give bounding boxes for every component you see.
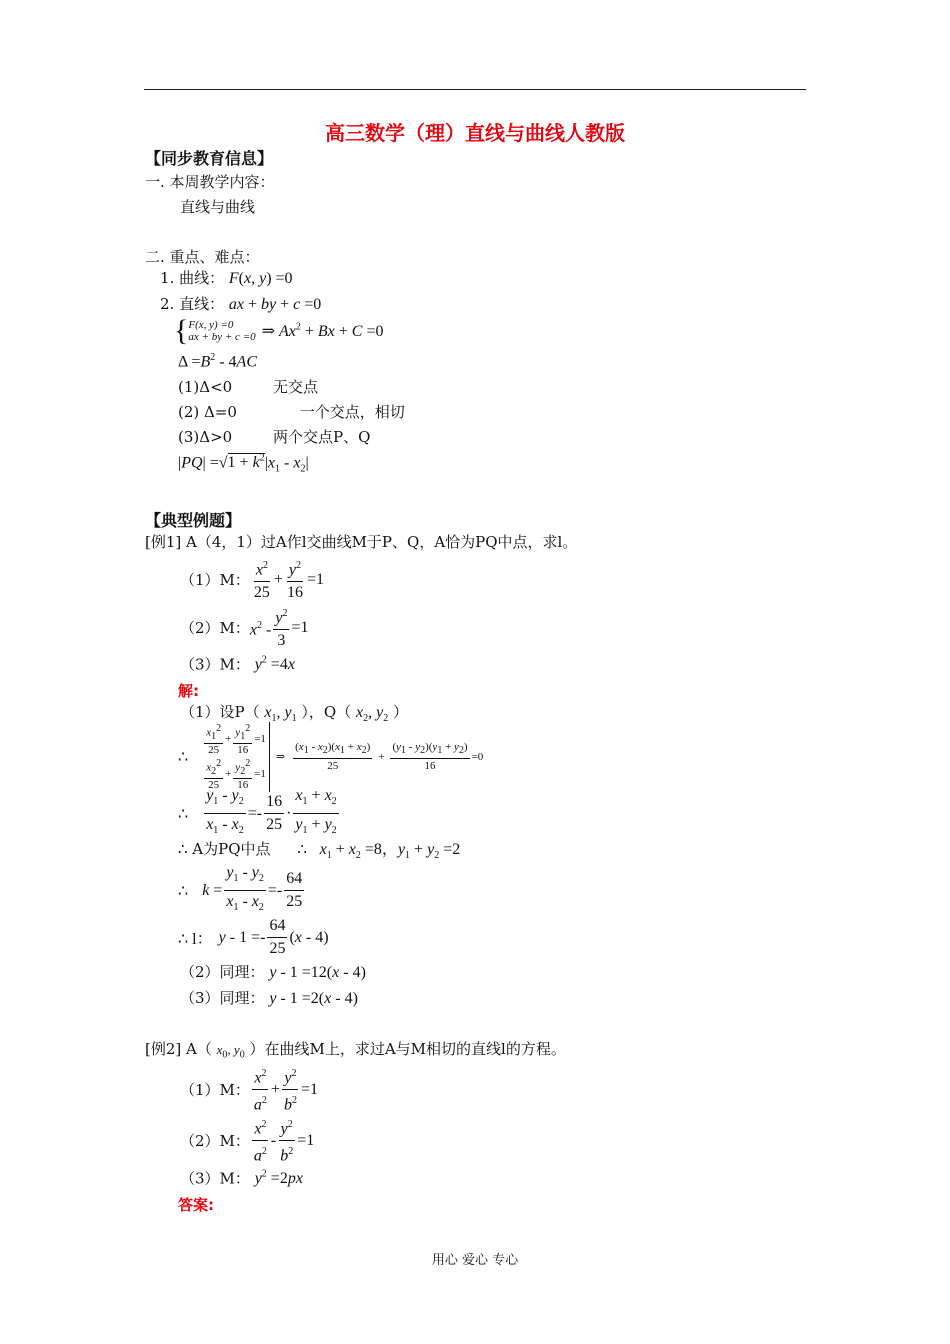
section-heading-sync-info: 【同步教育信息】 bbox=[145, 149, 274, 168]
curve-item bbox=[160, 269, 293, 288]
example2-intro: [例2] A（ $x_0$, $y_0$ ）在曲线M上，求过A与M相切的直线l的方程。 bbox=[145, 1040, 566, 1061]
solution-case2: （2）同理： y - 1 =12(x - 4) bbox=[180, 963, 366, 981]
line-equation: ax + by + c =0 bbox=[228, 296, 322, 313]
solution-step4: ∴ A为PQ中点 ∴ $x_1 + x_2 =8$，$y_1 + y_2 =2$ bbox=[178, 840, 461, 862]
item2-heading: 二. 重点、难点： bbox=[145, 248, 260, 266]
delta-positive: (3)Δ>0 两个交点P、Q bbox=[178, 428, 371, 446]
solution-step3: ∴ $\frac{y_1 - y_2}{x_1 - x_2}$ =- $\frac{16}{25}$ · $\frac{x_1 + x_2}{y_1 + y_2}$ bbox=[178, 787, 337, 837]
solution-step6: ∴ l： y - 1 =- $\frac{64}{25}$ ( x - 4) bbox=[178, 917, 329, 957]
solution-step1: （1）设P（ $x_1$, $y_1$ ），Q（ $x_2$, $y_2$ ） bbox=[180, 703, 409, 725]
solution-step2: ∴ $\frac{x_1^2}{25}$ + $\frac{y_1^2}{16}$ =1 $\frac{x_2^2}{25}$ + $\frac{y_2^2}{16}$ =1 ⇒ $\frac{(x_1 - x_2)(x_1 + x_2)}{25}$ + $\frac{(y_1 - y_2)(y_1 + y_2)}{16}$ =0 bbox=[178, 723, 484, 791]
line-item bbox=[160, 295, 321, 314]
item1-heading: 一. 本周教学内容： bbox=[145, 173, 275, 191]
example1-intro: [例1] A（4，1）过A作l交曲线M于P、Q，A恰为PQ中点，求l。 bbox=[145, 533, 578, 551]
line-label: 2. 直线： bbox=[160, 295, 225, 313]
discriminant: $\Delta =B^2 - 4AC$ bbox=[178, 352, 257, 371]
example2-case2: （2）M： $\frac{x^2}{a^2}$ - $\frac{y^2}{b^2}$ =1 bbox=[180, 1114, 314, 1168]
delta-negative: (1)Δ<0 无交点 bbox=[178, 378, 318, 396]
solution-label: 解: bbox=[178, 682, 199, 700]
example2-case1: （1）M： $\frac{x^2}{a^2}$ + $\frac{y^2}{b^2}$ =1 bbox=[180, 1063, 318, 1117]
solution-case3: （3）同理： y - 1 =2(x - 4) bbox=[180, 989, 358, 1007]
header-rule bbox=[144, 89, 806, 90]
curve-label: 1. 曲线： bbox=[160, 269, 225, 287]
section-heading-examples: 【典型例题】 bbox=[145, 511, 242, 530]
answer-label: 答案: bbox=[178, 1196, 214, 1214]
system-substitution: { F(x, y) =0 ax + by + c =0 ⇒ $Ax^2 + Bx + C =0$ bbox=[174, 314, 384, 347]
delta-zero: (2) Δ=0 一个交点，相切 bbox=[178, 403, 405, 421]
example1-case2: （2）M： $x^2$ - $\frac{y^2}{3}$ =1 bbox=[180, 603, 308, 652]
example1-case3: （3）M： $y^2 =4x$ bbox=[180, 655, 295, 674]
page-footer: 用心 爱心 专心 bbox=[431, 1253, 519, 1268]
example1-case1: （1）M： $\frac{x^2}{25}$ + $\frac{y^2}{16}$ =1 bbox=[180, 555, 324, 604]
chord-length-formula: $|PQ| =√1 + k^2|x_1 - x_2|$ bbox=[178, 453, 309, 475]
page-title: 高三数学（理）直线与曲线人教版 bbox=[325, 121, 625, 145]
curve-equation: F(x, y) =0 bbox=[228, 270, 293, 287]
example2-case3: （3）M： $y^2 =2px$ bbox=[180, 1169, 303, 1188]
item1-body: 直线与曲线 bbox=[180, 198, 256, 216]
solution-step5: ∴ k = $\frac{y_1 - y_2}{x_1 - x_2}$ =- $\frac{64}{25}$ bbox=[178, 864, 303, 914]
